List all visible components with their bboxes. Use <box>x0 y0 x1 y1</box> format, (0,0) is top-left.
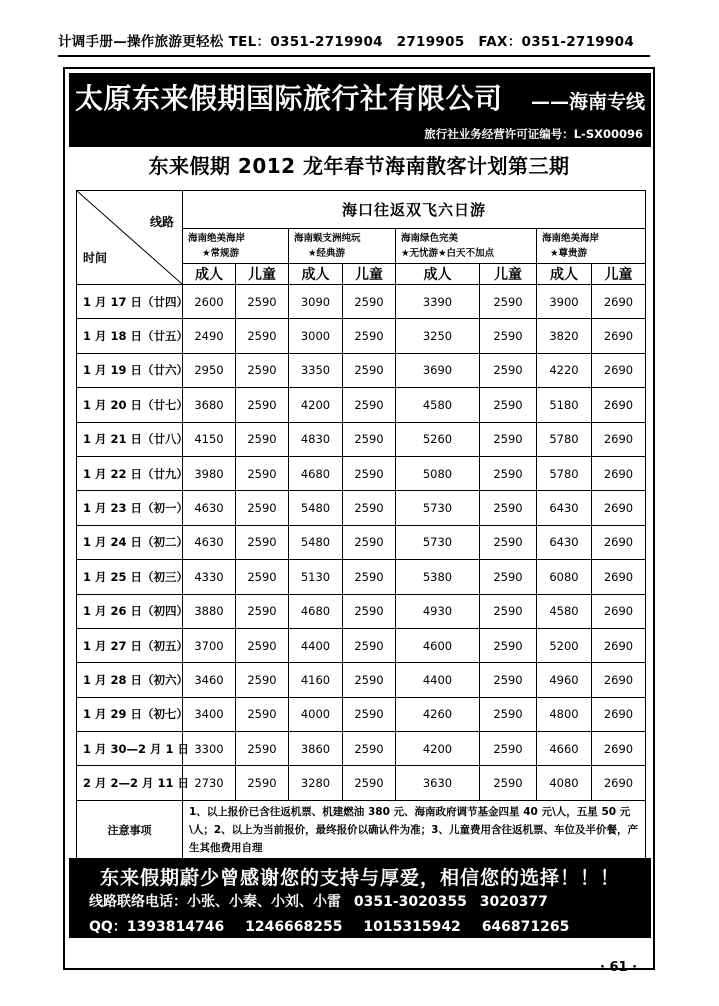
child-price: 2590 <box>343 525 396 559</box>
corner-time-label: 时间 <box>83 251 108 265</box>
route-title: 海口往返双飞六日游 <box>183 191 646 229</box>
child-price: 2690 <box>592 388 646 422</box>
adult-price: 5730 <box>396 491 480 525</box>
adult-price: 5130 <box>289 560 343 594</box>
adult-header: 成人 <box>537 264 592 285</box>
notes-row <box>77 800 646 859</box>
adult-header: 成人 <box>289 264 343 285</box>
adult-price: 6430 <box>537 491 592 525</box>
adult-price: 4580 <box>537 594 592 628</box>
adult-price: 5380 <box>396 560 480 594</box>
adult-price: 5260 <box>396 422 480 456</box>
adult-price: 3980 <box>183 456 236 490</box>
date-cell: 2 月 2—2 月 11 日 <box>77 766 183 800</box>
adult-price: 4630 <box>183 491 236 525</box>
adult-price: 4630 <box>183 525 236 559</box>
grade-name: 海南绝美海岸 <box>542 233 600 244</box>
page-header: 计调手册—操作旅游更轻松 TEL：0351-2719904 2719905 FAX：0351-2719904 <box>58 34 635 50</box>
child-price: 2690 <box>592 422 646 456</box>
adult-price: 3880 <box>183 594 236 628</box>
slogan: 东来假期蔚少曾感谢您的支持与厚爱，相信您的选择！！！ <box>99 867 620 889</box>
grade-header <box>289 229 396 264</box>
child-price: 2590 <box>343 319 396 353</box>
child-header: 儿童 <box>343 264 396 285</box>
child-price: 2590 <box>480 766 537 800</box>
child-price: 2690 <box>592 766 646 800</box>
date-cell: 1 月 29 日（初七） <box>77 697 183 731</box>
child-price: 2590 <box>343 422 396 456</box>
grade-tag: ★经典游 <box>308 248 346 259</box>
adult-price: 5780 <box>537 422 592 456</box>
adult-price: 4600 <box>396 628 480 662</box>
date-cell: 1 月 22 日（廿九） <box>77 456 183 490</box>
date-cell: 1 月 25 日（初三） <box>77 560 183 594</box>
child-price: 2690 <box>592 560 646 594</box>
grade-name: 海南蜈支洲纯玩 <box>294 233 361 244</box>
adult-price: 3860 <box>289 732 343 766</box>
adult-price: 3090 <box>289 285 343 319</box>
child-price: 2690 <box>592 594 646 628</box>
table-row <box>77 732 646 766</box>
grade-name: 海南绿色完美 <box>401 233 459 244</box>
child-price: 2590 <box>480 663 537 697</box>
adult-price: 5730 <box>396 525 480 559</box>
header-rule <box>58 55 650 57</box>
sub-brand: ——海南专线 <box>530 91 645 113</box>
child-price: 2590 <box>343 628 396 662</box>
adult-price: 3280 <box>289 766 343 800</box>
child-price: 2590 <box>480 560 537 594</box>
table-row <box>77 766 646 800</box>
child-price: 2590 <box>480 422 537 456</box>
date-cell: 1 月 23 日（初一） <box>77 491 183 525</box>
adult-price: 4150 <box>183 422 236 456</box>
child-price: 2590 <box>236 319 289 353</box>
adult-price: 4160 <box>289 663 343 697</box>
child-price: 2590 <box>480 628 537 662</box>
child-price: 2590 <box>236 491 289 525</box>
adult-price: 4080 <box>537 766 592 800</box>
adult-price: 2730 <box>183 766 236 800</box>
table-row <box>77 697 646 731</box>
contact-label: 线路联络电话：小张、小秦、小刘、小雷 <box>89 894 341 910</box>
adult-price: 3460 <box>183 663 236 697</box>
child-price: 2590 <box>480 285 537 319</box>
table-row <box>77 628 646 662</box>
date-cell: 1 月 26 日（初四） <box>77 594 183 628</box>
date-cell: 1 月 27 日（初五） <box>77 628 183 662</box>
adult-header: 成人 <box>183 264 236 285</box>
child-price: 2590 <box>236 732 289 766</box>
child-price: 2590 <box>480 388 537 422</box>
notes-text: 1、以上报价已含往返机票、机建燃油 380 元、海南政府调节基金四星 40 元\人，五星 50 元\人；2、以上为当前报价，最终报价以确认件为准；3、儿童费用含往返机票、车位及半价餐，产生其他费用自理 <box>183 800 646 859</box>
corner-route-label: 线路 <box>149 215 174 229</box>
adult-price: 4680 <box>289 456 343 490</box>
child-price: 2590 <box>480 697 537 731</box>
child-price: 2590 <box>236 422 289 456</box>
adult-price: 2490 <box>183 319 236 353</box>
company-name: 太原东来假期国际旅行社有限公司 <box>75 82 503 115</box>
child-price: 2590 <box>480 525 537 559</box>
date-cell: 1 月 20 日（廿七） <box>77 388 183 422</box>
child-price: 2590 <box>236 456 289 490</box>
adult-price: 6080 <box>537 560 592 594</box>
table-row <box>77 422 646 456</box>
qq-number: 1015315942 <box>363 919 461 935</box>
grade-header <box>396 229 537 264</box>
table-row <box>77 353 646 387</box>
adult-price: 3350 <box>289 353 343 387</box>
adult-price: 3250 <box>396 319 480 353</box>
child-price: 2590 <box>236 766 289 800</box>
adult-price: 4400 <box>289 628 343 662</box>
child-price: 2690 <box>592 732 646 766</box>
table-row <box>77 285 646 319</box>
grade-tag: ★尊贵游 <box>550 248 588 259</box>
adult-price: 4400 <box>396 663 480 697</box>
table-row <box>77 319 646 353</box>
child-price: 2590 <box>343 285 396 319</box>
adult-price: 4660 <box>537 732 592 766</box>
child-price: 2590 <box>236 594 289 628</box>
child-price: 2590 <box>480 491 537 525</box>
date-cell: 1 月 19 日（廿六） <box>77 353 183 387</box>
adult-price: 5480 <box>289 525 343 559</box>
adult-price: 4580 <box>396 388 480 422</box>
child-price: 2590 <box>343 560 396 594</box>
child-price: 2590 <box>236 663 289 697</box>
table-row <box>77 491 646 525</box>
contact-phone: 3020377 <box>479 894 548 910</box>
qq-number: 646871265 <box>481 919 570 935</box>
adult-price: 3820 <box>537 319 592 353</box>
date-cell: 1 月 24 日（初二） <box>77 525 183 559</box>
child-price: 2590 <box>343 594 396 628</box>
date-cell: 1 月 17 日（廿四） <box>77 285 183 319</box>
child-price: 2590 <box>480 594 537 628</box>
grade-header <box>537 229 646 264</box>
adult-price: 3690 <box>396 353 480 387</box>
child-price: 2590 <box>480 319 537 353</box>
child-price: 2590 <box>236 628 289 662</box>
table-row <box>77 560 646 594</box>
notes-label: 注意事项 <box>77 800 183 859</box>
child-price: 2690 <box>592 456 646 490</box>
grade-header <box>183 229 289 264</box>
adult-header: 成人 <box>396 264 480 285</box>
contact-line <box>89 891 556 911</box>
adult-price: 4200 <box>289 388 343 422</box>
adult-price: 4680 <box>289 594 343 628</box>
child-header: 儿童 <box>592 264 646 285</box>
qq-number: 1246668255 <box>245 919 343 935</box>
price-table <box>76 190 646 860</box>
adult-price: 2950 <box>183 353 236 387</box>
child-price: 2590 <box>480 732 537 766</box>
adult-price: 4800 <box>537 697 592 731</box>
adult-price: 5080 <box>396 456 480 490</box>
qq-line <box>89 916 585 936</box>
grade-name: 海南绝美海岸 <box>188 233 246 244</box>
grade-tag: ★常规游 <box>202 248 240 259</box>
child-price: 2590 <box>343 388 396 422</box>
adult-price: 3900 <box>537 285 592 319</box>
child-price: 2590 <box>343 697 396 731</box>
date-cell: 1 月 30—2 月 1 日 <box>77 732 183 766</box>
page-number: · 61 · <box>600 960 638 975</box>
adult-price: 4330 <box>183 560 236 594</box>
table-row <box>77 663 646 697</box>
child-price: 2590 <box>480 353 537 387</box>
child-price: 2590 <box>236 560 289 594</box>
child-price: 2590 <box>343 663 396 697</box>
date-cell: 1 月 21 日（廿八） <box>77 422 183 456</box>
child-price: 2590 <box>343 766 396 800</box>
child-price: 2690 <box>592 525 646 559</box>
table-row <box>77 456 646 490</box>
adult-price: 4220 <box>537 353 592 387</box>
child-price: 2590 <box>343 491 396 525</box>
diagonal-line <box>77 191 182 284</box>
child-price: 2690 <box>592 491 646 525</box>
contact-footer <box>69 858 651 938</box>
adult-price: 3700 <box>183 628 236 662</box>
qq-number: QQ：1393814746 <box>89 919 225 935</box>
adult-price: 5180 <box>537 388 592 422</box>
company-banner <box>69 73 651 147</box>
adult-price: 3300 <box>183 732 236 766</box>
adult-price: 3390 <box>396 285 480 319</box>
adult-price: 5480 <box>289 491 343 525</box>
child-price: 2590 <box>480 456 537 490</box>
child-price: 2590 <box>236 285 289 319</box>
plan-title: 东来假期 2012 龙年春节海南散客计划第三期 <box>148 154 570 178</box>
date-cell: 1 月 28 日（初六） <box>77 663 183 697</box>
adult-price: 4960 <box>537 663 592 697</box>
adult-price: 4000 <box>289 697 343 731</box>
child-price: 2690 <box>592 285 646 319</box>
child-header: 儿童 <box>236 264 289 285</box>
adult-price: 3630 <box>396 766 480 800</box>
adult-price: 5200 <box>537 628 592 662</box>
child-price: 2690 <box>592 319 646 353</box>
table-row <box>77 388 646 422</box>
adult-price: 3000 <box>289 319 343 353</box>
child-price: 2590 <box>343 353 396 387</box>
child-price: 2590 <box>236 525 289 559</box>
license-number: 旅行社业务经营许可证编号：L-SX00096 <box>424 127 643 141</box>
adult-price: 5780 <box>537 456 592 490</box>
adult-price: 3680 <box>183 388 236 422</box>
table-row <box>77 594 646 628</box>
child-price: 2690 <box>592 353 646 387</box>
contact-phone: 0351-3020355 <box>353 894 467 910</box>
child-price: 2690 <box>592 663 646 697</box>
adult-price: 2600 <box>183 285 236 319</box>
child-price: 2690 <box>592 697 646 731</box>
child-price: 2690 <box>592 628 646 662</box>
adult-price: 4260 <box>396 697 480 731</box>
table-row <box>77 525 646 559</box>
adult-price: 4200 <box>396 732 480 766</box>
grade-tag: ★无忧游★白天不加点 <box>401 248 495 259</box>
adult-price: 6430 <box>537 525 592 559</box>
adult-price: 3400 <box>183 697 236 731</box>
child-price: 2590 <box>236 353 289 387</box>
corner-header <box>77 191 183 285</box>
child-header: 儿童 <box>480 264 537 285</box>
adult-price: 4830 <box>289 422 343 456</box>
date-cell: 1 月 18 日（廿五） <box>77 319 183 353</box>
adult-price: 4930 <box>396 594 480 628</box>
child-price: 2590 <box>236 388 289 422</box>
child-price: 2590 <box>343 732 396 766</box>
child-price: 2590 <box>343 456 396 490</box>
child-price: 2590 <box>236 697 289 731</box>
